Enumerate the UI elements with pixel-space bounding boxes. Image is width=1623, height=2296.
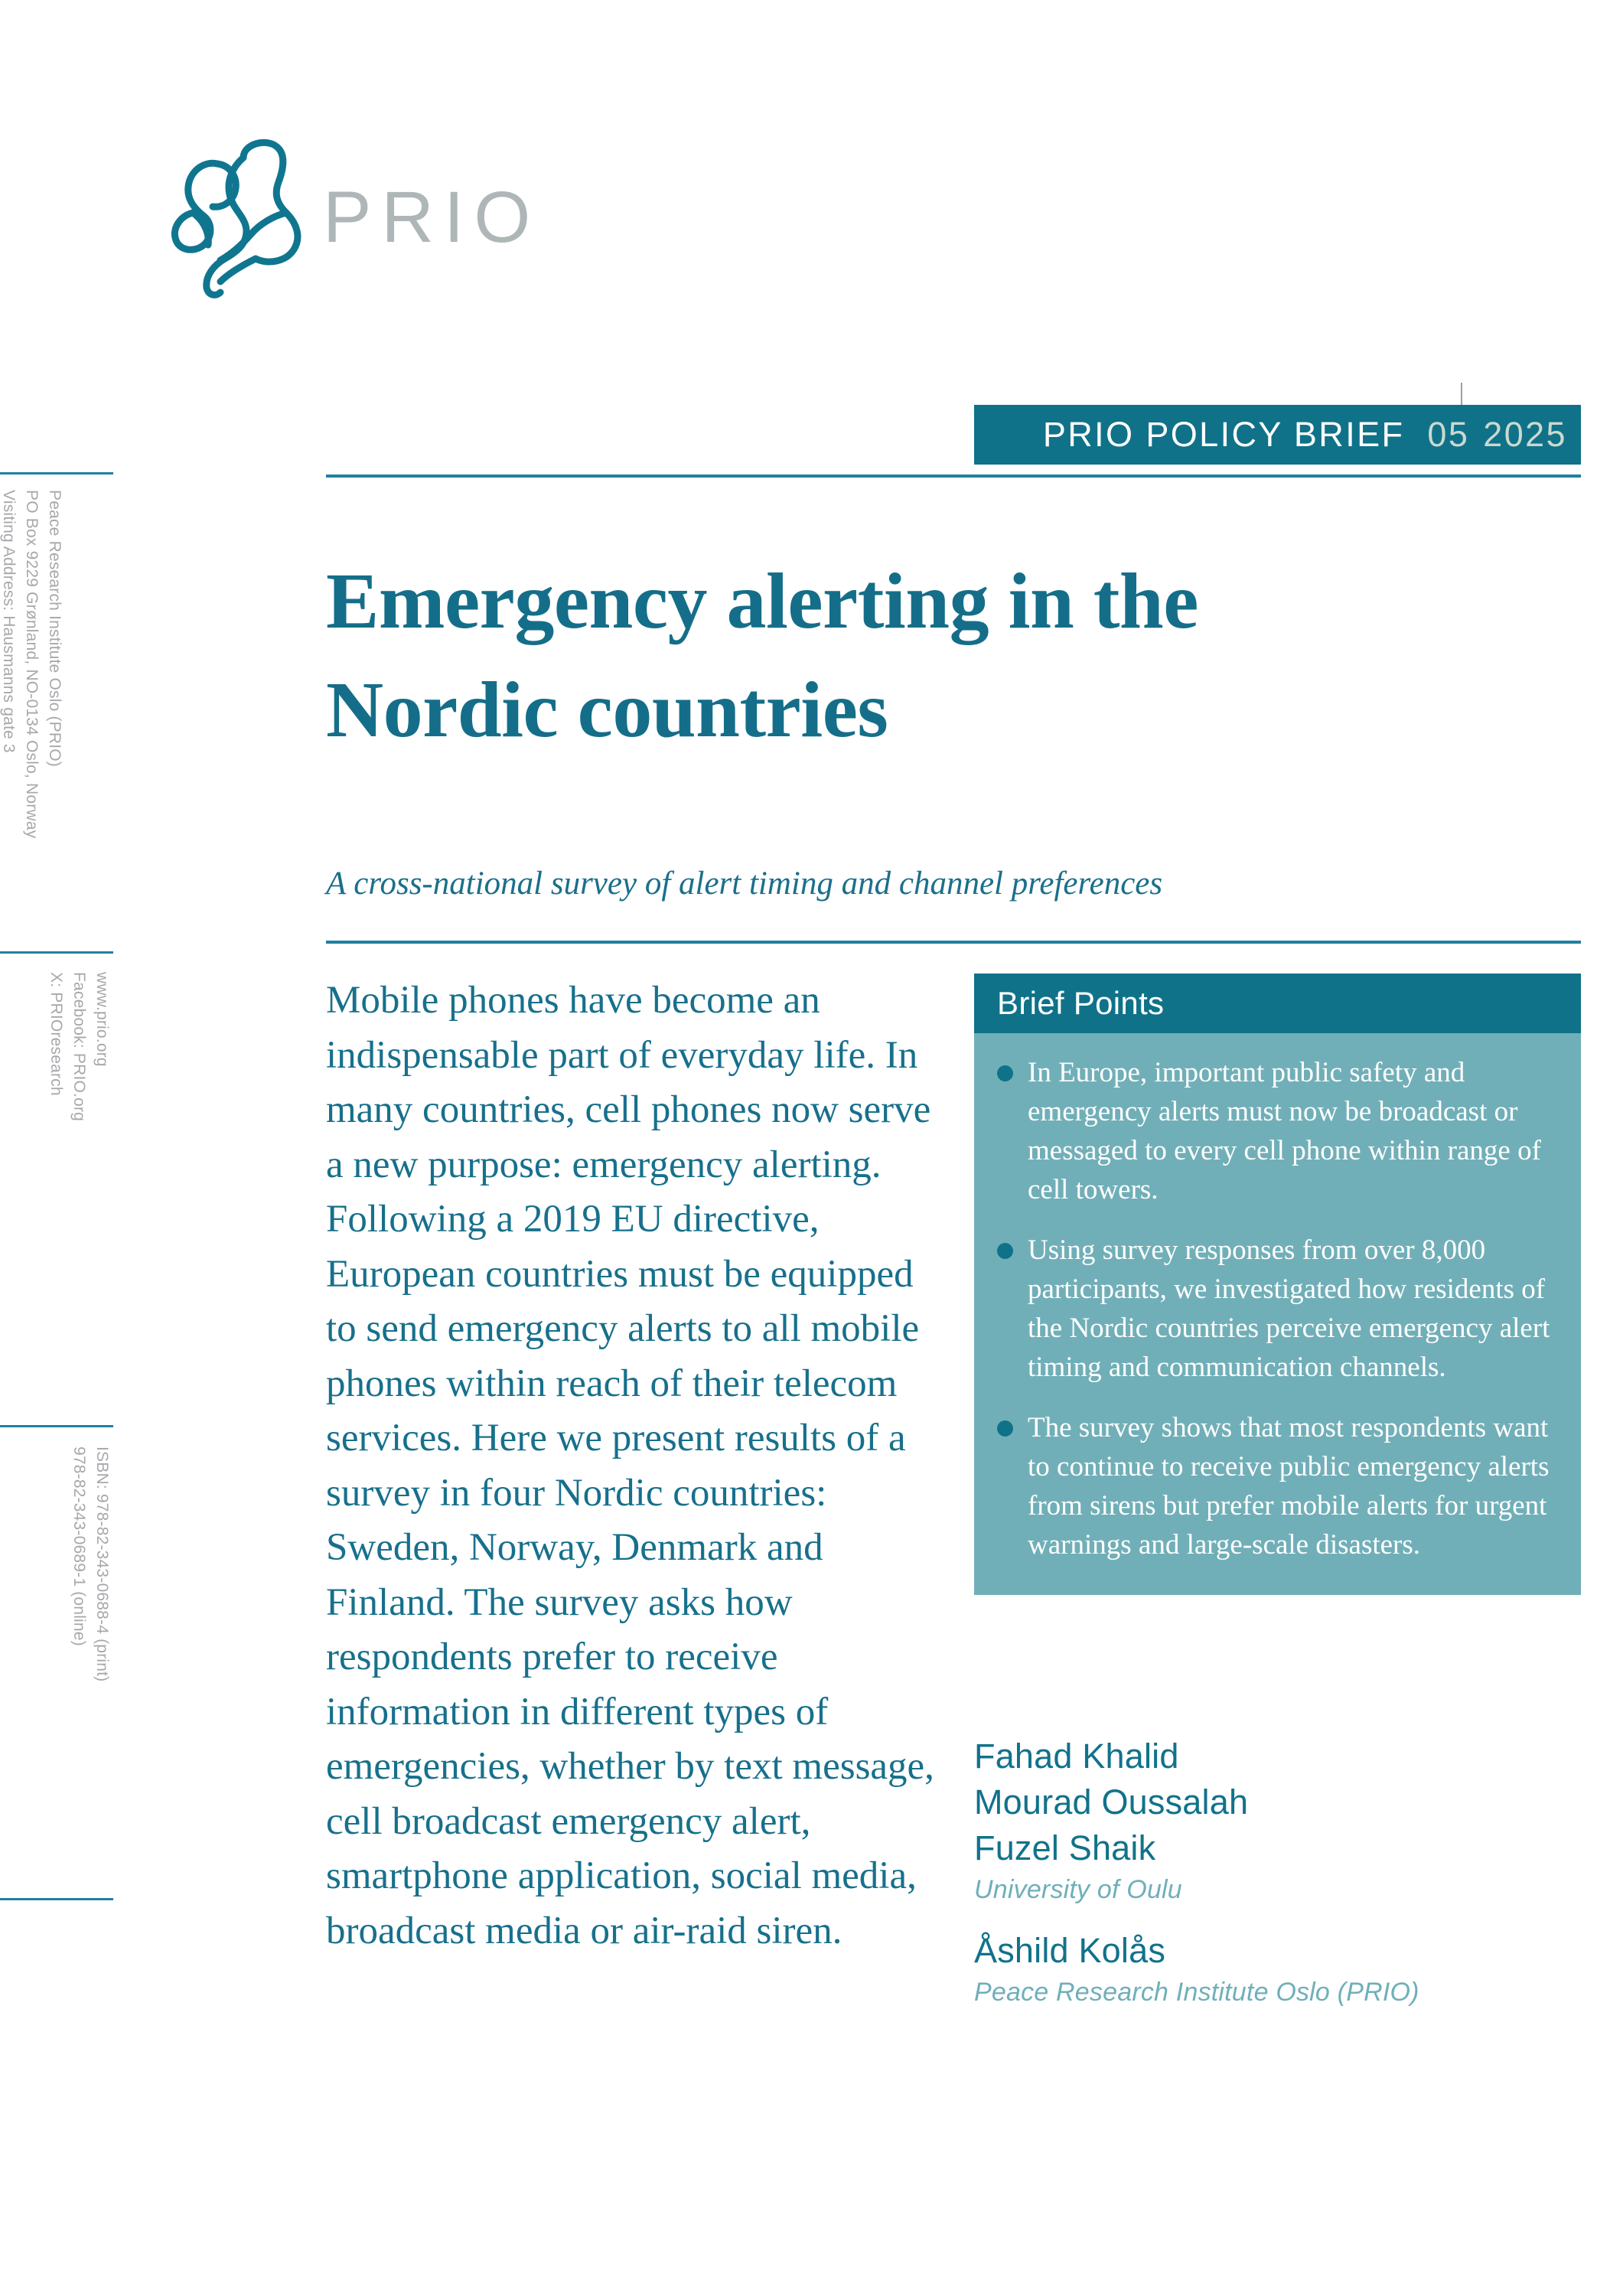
banner-issue-number: 05 bbox=[1427, 415, 1470, 454]
rail-divider bbox=[0, 472, 113, 475]
rail-divider bbox=[0, 951, 113, 954]
page-title bbox=[326, 547, 1244, 765]
bullet-icon bbox=[997, 1420, 1013, 1437]
prio-knot-icon bbox=[170, 130, 323, 298]
author-block bbox=[974, 1733, 1586, 2011]
brief-points-box bbox=[974, 974, 1581, 1595]
isbn-online: 978-82-343-0689-1 (online) bbox=[70, 1446, 88, 1646]
page-subtitle: A cross-national survey of alert timing and channel preferences bbox=[326, 866, 1163, 902]
bullet-icon bbox=[997, 1243, 1013, 1259]
address-line: PO Box 9229 Grønland, NO-0134 Oslo, Norway bbox=[23, 490, 41, 839]
title-line-2: Nordic countries bbox=[326, 665, 888, 754]
lead-paragraph: Mobile phones have become an indispensable part of everyday life. In many countries, cell phones now serve a new purpose: emergency alerting. Following a 2019 EU directive, European countries must be equipped to send emergency alerts to all mobile phones within reach of their telecom services. Here we present results of a survey in four Nordic countries: Sweden, Norway, Denmark and Finland. The survey asks how respondents prefer to receive information in different types of emergencies, whether by text message, cell broadcast emergency alert, smartphone application, social media, broadcast media or air-raid siren. bbox=[326, 979, 934, 1952]
brief-points-list bbox=[974, 1033, 1581, 1595]
bullet-icon bbox=[997, 1065, 1013, 1081]
brief-point-text: Using survey responses from over 8,000 participants, we investigated how residents of the Nordic countries perceive emergency alert timing and communication channels. bbox=[1028, 1234, 1550, 1383]
facebook-handle[interactable]: Facebook: PRIO.org bbox=[70, 972, 88, 1122]
banner-year: 2025 bbox=[1483, 415, 1567, 454]
author-name: Åshild Kolås bbox=[974, 1931, 1166, 1970]
prio-logo bbox=[170, 130, 568, 298]
institute-address bbox=[0, 490, 66, 838]
brief-point-text: In Europe, important public safety and emergency alerts must now be broadcast or messaged to every cell phone within range of cell towers. bbox=[1028, 1057, 1541, 1205]
author-name: Fahad Khalid bbox=[974, 1737, 1179, 1776]
left-margin-rail bbox=[0, 0, 153, 2296]
author-name: Mourad Oussalah bbox=[974, 1782, 1249, 1821]
x-handle[interactable]: X: PRIOresearch bbox=[47, 972, 65, 1096]
website-url[interactable]: www.prio.org bbox=[93, 972, 111, 1067]
list-item bbox=[997, 1408, 1555, 1564]
header-rule bbox=[326, 475, 1581, 478]
subtitle-rule bbox=[326, 941, 1581, 944]
rail-divider bbox=[0, 1898, 113, 1900]
brief-points-header: Brief Points bbox=[974, 974, 1581, 1033]
web-and-social-links bbox=[44, 972, 113, 1121]
author-name: Fuzel Shaik bbox=[974, 1828, 1156, 1867]
isbn-block bbox=[67, 1446, 113, 1681]
address-line: Peace Research Institute Oslo (PRIO) bbox=[46, 490, 64, 768]
author-affiliation: University of Oulu bbox=[974, 1875, 1182, 1904]
list-item bbox=[997, 1231, 1555, 1387]
title-line-1: Emergency alerting in the bbox=[326, 556, 1198, 645]
brief-point-text: The survey shows that most respondents want to continue to receive public emergency alerts from sirens but prefer mobile alerts for urgent warnings and large-scale disasters. bbox=[1028, 1412, 1550, 1561]
list-item bbox=[997, 1053, 1555, 1209]
rail-divider bbox=[0, 1425, 113, 1427]
author-affiliation: Peace Research Institute Oslo (PRIO) bbox=[974, 1978, 1419, 2007]
isbn-print: ISBN: 978-82-343-0688-4 (print) bbox=[93, 1446, 111, 1682]
policy-brief-banner bbox=[974, 405, 1581, 465]
address-line: Visiting Address: Hausmanns gate 3 bbox=[0, 490, 18, 753]
banner-title: PRIO POLICY BRIEF bbox=[1042, 415, 1405, 454]
prio-wordmark: PRIO bbox=[323, 177, 541, 258]
